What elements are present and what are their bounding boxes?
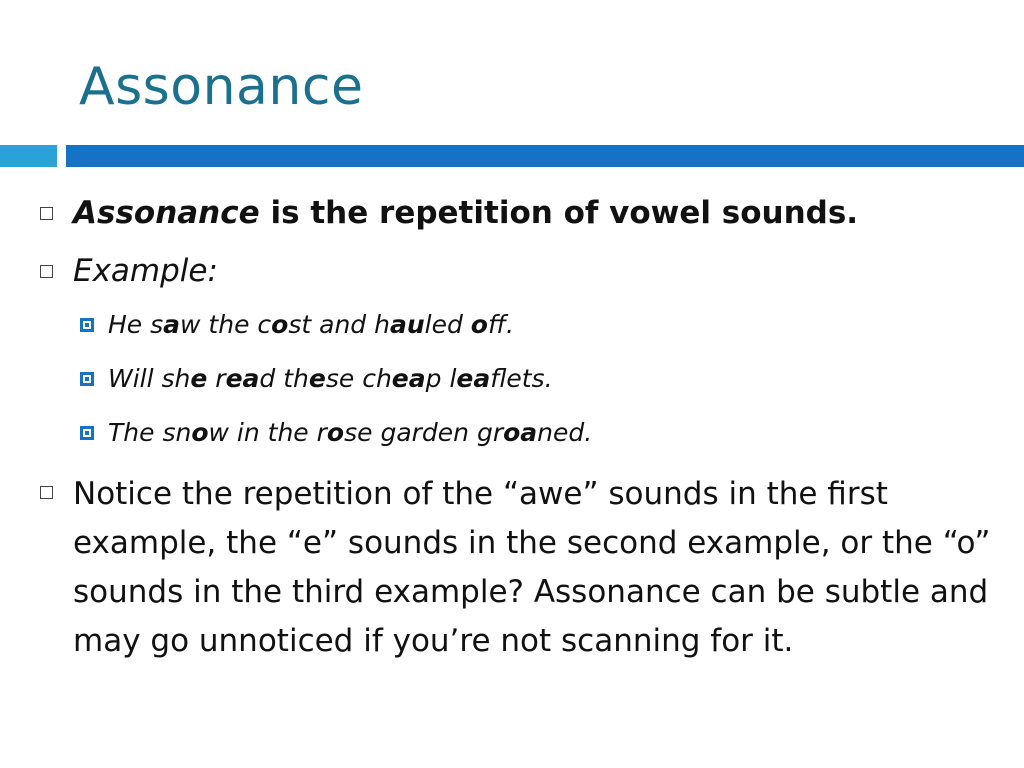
hollow-square-icon — [40, 265, 53, 278]
example-text: Will sh — [108, 364, 191, 393]
example-1 — [108, 308, 514, 342]
bullet-example-label: Example: — [73, 253, 218, 289]
example-text: w the c — [180, 310, 272, 339]
example-3 — [108, 416, 592, 450]
example-text: se garden gr — [344, 418, 504, 447]
highlighted-vowel: ea — [225, 364, 260, 393]
bullet-notice-paragraph: Notice the repetition of the “awe” sounds in the first example, the “e” sounds in the second example, or the “o” sounds in the third example? Assonance can be subtle and may go unnoticed if you’re not scanning for it. — [73, 476, 991, 659]
example-text: He s — [108, 310, 164, 339]
boxed-square-icon — [80, 426, 94, 440]
highlighted-vowel: o — [191, 418, 209, 447]
boxed-square-icon — [80, 372, 94, 386]
term-assonance: Assonance — [73, 195, 260, 231]
highlighted-vowel: ea — [391, 364, 426, 393]
example-text: r — [207, 364, 226, 393]
highlighted-vowel: ea — [456, 364, 491, 393]
example-2 — [108, 362, 553, 396]
hollow-square-icon — [40, 486, 53, 499]
highlighted-vowel: o — [470, 310, 488, 339]
example-text: ff. — [487, 310, 514, 339]
example-text: st and h — [288, 310, 390, 339]
slide-title: Assonance — [79, 57, 364, 117]
example-text: flets. — [490, 364, 553, 393]
highlighted-vowel: e — [190, 364, 208, 393]
boxed-square-icon — [80, 318, 94, 332]
example-text: p l — [425, 364, 457, 393]
example-text: d th — [259, 364, 309, 393]
definition-text: is the repetition of vowel sounds. — [259, 195, 859, 231]
highlighted-vowel: o — [271, 310, 289, 339]
example-text: led — [424, 310, 471, 339]
example-text: ned. — [537, 418, 593, 447]
highlighted-vowel: oa — [503, 418, 538, 447]
hollow-square-icon — [40, 207, 53, 220]
highlighted-vowel: a — [163, 310, 181, 339]
bullet-definition — [73, 193, 858, 233]
highlighted-vowel: au — [389, 310, 425, 339]
example-text: se ch — [325, 364, 392, 393]
example-text: w in the r — [208, 418, 327, 447]
highlighted-vowel: o — [326, 418, 345, 447]
example-text: The sn — [108, 418, 192, 447]
highlighted-vowel: e — [308, 364, 326, 393]
